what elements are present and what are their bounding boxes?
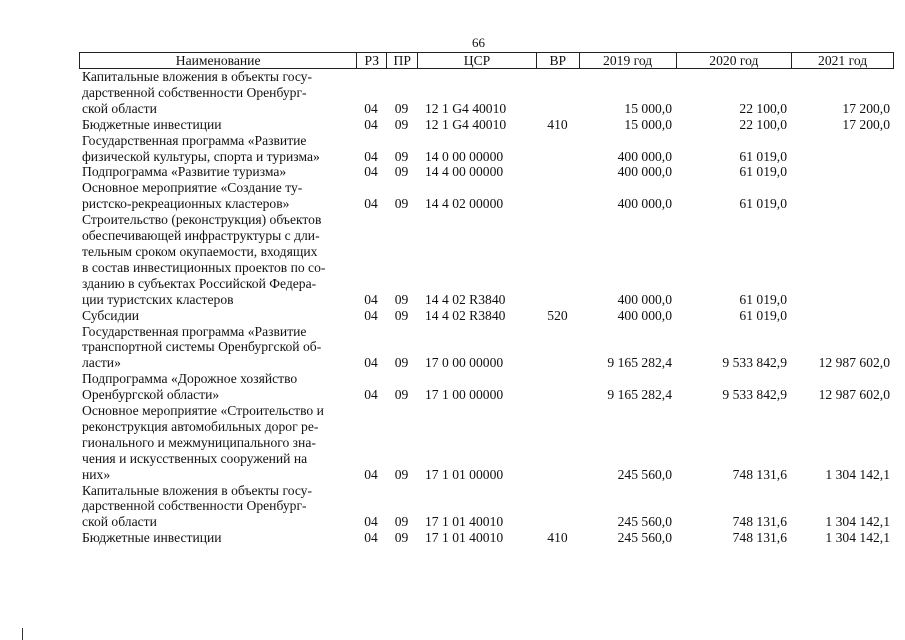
header-pr: ПР	[386, 53, 417, 68]
row-name-line: дарственной собственности Оренбург-	[82, 84, 307, 100]
row-name	[79, 308, 356, 324]
cell-y2021: 1 304 142,1	[825, 530, 890, 546]
cell-y2019: 400 000,0	[617, 164, 672, 180]
cell-pr: 09	[394, 514, 409, 530]
row-name-line: ской области	[82, 100, 157, 116]
row-name	[79, 180, 356, 212]
cell-csr: 14 4 02 R3840	[425, 291, 506, 307]
row-name-line: тельным сроком окупаемости, входящих	[82, 243, 318, 259]
cell-vr: 520	[547, 307, 568, 323]
cell-y2020: 9 533 842,9	[722, 355, 787, 371]
table-row	[79, 483, 894, 531]
table-body	[79, 69, 894, 546]
cell-pr: 09	[394, 164, 409, 180]
row-name-line: них»	[82, 466, 111, 482]
cell-csr: 17 1 01 40010	[425, 530, 504, 546]
row-name	[79, 117, 356, 133]
table-row	[79, 117, 894, 133]
cell-csr: 17 1 01 00000	[425, 466, 504, 482]
table-row	[79, 530, 894, 546]
cell-csr: 14 4 02 R3840	[425, 307, 506, 323]
cell-rz: 04	[364, 355, 378, 371]
cell-y2020: 748 131,6	[732, 514, 787, 530]
row-name	[79, 164, 356, 180]
cell-y2019: 245 560,0	[617, 530, 672, 546]
margin-mark	[22, 628, 23, 640]
cell-y2020: 61 019,0	[739, 291, 787, 307]
cell-rz: 04	[364, 291, 378, 307]
header-rz: РЗ	[356, 53, 386, 68]
row-name-line: Подпрограмма «Развитие туризма»	[82, 164, 287, 180]
cell-y2021: 1 304 142,1	[825, 514, 890, 530]
cell-rz: 04	[364, 307, 378, 323]
row-name-line: Субсидии	[82, 307, 140, 323]
cell-y2021: 12 987 602,0	[818, 355, 890, 371]
cell-rz: 04	[364, 196, 378, 212]
row-name-line: Подпрограмма «Дорожное хозяйство	[82, 371, 298, 387]
cell-y2020: 22 100,0	[739, 116, 787, 132]
row-name	[79, 530, 356, 546]
cell-y2019: 400 000,0	[617, 307, 672, 323]
row-name	[79, 403, 356, 483]
cell-rz: 04	[364, 164, 378, 180]
cell-y2020: 9 533 842,9	[722, 387, 787, 403]
cell-y2020: 61 019,0	[739, 196, 787, 212]
cell-csr: 12 1 G4 40010	[425, 116, 507, 132]
cell-csr: 14 0 00 00000	[425, 148, 504, 164]
row-name-line: Государственная программа «Развитие	[82, 132, 307, 148]
row-name-line: Государственная программа «Развитие	[82, 323, 307, 339]
cell-rz: 04	[364, 116, 378, 132]
cell-y2021: 1 304 142,1	[825, 466, 890, 482]
cell-pr: 09	[394, 530, 409, 546]
header-2020: 2020 год	[676, 53, 792, 68]
cell-y2020: 61 019,0	[739, 148, 787, 164]
budget-table	[79, 52, 894, 546]
row-name-line: ции туристских кластеров	[82, 291, 234, 307]
cell-y2020: 61 019,0	[739, 307, 787, 323]
cell-csr: 17 1 00 00000	[425, 387, 504, 403]
row-name-line: реконструкция автомобильных дорог ре-	[82, 418, 319, 434]
row-name	[79, 69, 356, 117]
cell-csr: 14 4 00 00000	[425, 164, 504, 180]
row-name-line: дарственной собственности Оренбург-	[82, 498, 307, 514]
row-name	[79, 483, 356, 531]
row-name-line: Основное мероприятие «Создание ту-	[82, 180, 303, 196]
cell-csr: 14 4 02 00000	[425, 196, 504, 212]
row-name-line: Капитальные вложения в объекты госу-	[82, 69, 313, 84]
cell-pr: 09	[394, 116, 409, 132]
cell-pr: 09	[394, 355, 409, 371]
row-name-line: Основное мероприятие «Строительство и	[82, 403, 324, 419]
cell-y2019: 245 560,0	[617, 466, 672, 482]
table-row	[79, 308, 894, 324]
table-row	[79, 164, 894, 180]
cell-rz: 04	[364, 530, 378, 546]
header-2021: 2021 год	[791, 53, 893, 68]
cell-rz: 04	[364, 387, 378, 403]
cell-y2021: 17 200,0	[842, 100, 890, 116]
row-name-line: физической культуры, спорта и туризма»	[82, 148, 320, 164]
table-row	[79, 180, 894, 212]
cell-y2020: 22 100,0	[739, 100, 787, 116]
header-csr: ЦСР	[417, 53, 536, 68]
row-name-line: Капитальные вложения в объекты госу-	[82, 482, 313, 498]
cell-y2021: 12 987 602,0	[818, 387, 890, 403]
cell-rz: 04	[364, 514, 378, 530]
table-header	[79, 52, 894, 69]
row-name	[79, 371, 356, 403]
cell-y2020: 748 131,6	[732, 530, 787, 546]
cell-y2020: 748 131,6	[732, 466, 787, 482]
table-row	[79, 371, 894, 403]
row-name-line: чения и искусственных сооружений на	[82, 450, 308, 466]
row-name-line: ской области	[82, 514, 157, 530]
row-name-line: Бюджетные инвестиции	[82, 530, 222, 546]
cell-pr: 09	[394, 148, 409, 164]
cell-rz: 04	[364, 466, 378, 482]
row-name	[79, 133, 356, 165]
row-name-line: Бюджетные инвестиции	[82, 116, 222, 132]
cell-pr: 09	[394, 387, 409, 403]
row-name-line: транспортной системы Оренбургской об-	[82, 339, 322, 355]
cell-rz: 04	[364, 100, 378, 116]
cell-y2019: 245 560,0	[617, 514, 672, 530]
cell-pr: 09	[394, 196, 409, 212]
row-name-line: Строительство (реконструкция) объектов	[82, 212, 322, 228]
row-name-line: обеспечивающей инфраструктуры с дли-	[82, 228, 320, 244]
table-row	[79, 69, 894, 117]
row-name	[79, 324, 356, 372]
table-row	[79, 133, 894, 165]
row-name-line: гионального и межмуниципального зна-	[82, 434, 316, 450]
cell-pr: 09	[394, 307, 409, 323]
row-name-line: зданию в субъектах Российской Федера-	[82, 275, 317, 291]
row-name-line: ристско-рекреационных кластеров»	[82, 196, 290, 212]
cell-y2019: 400 000,0	[617, 196, 672, 212]
page-number: 66	[472, 35, 485, 50]
cell-y2019: 15 000,0	[624, 100, 672, 116]
header-2019: 2019 год	[579, 53, 676, 68]
cell-vr: 410	[547, 116, 568, 132]
row-name-line: ласти»	[82, 355, 121, 371]
row-name-line: в состав инвестиционных проектов по со-	[82, 259, 326, 275]
table-row	[79, 403, 894, 483]
row-name	[79, 212, 356, 307]
table-row	[79, 324, 894, 372]
cell-y2021: 17 200,0	[842, 116, 890, 132]
cell-csr: 17 1 01 40010	[425, 514, 504, 530]
row-name-line: Оренбургской области»	[82, 387, 220, 403]
header-name: Наименование	[175, 53, 261, 68]
table-row	[79, 212, 894, 307]
cell-pr: 09	[394, 466, 409, 482]
cell-y2019: 9 165 282,4	[607, 355, 672, 371]
cell-csr: 17 0 00 00000	[425, 355, 504, 371]
cell-y2019: 400 000,0	[617, 148, 672, 164]
cell-csr: 12 1 G4 40010	[425, 100, 507, 116]
cell-pr: 09	[394, 100, 409, 116]
cell-y2019: 15 000,0	[624, 116, 672, 132]
cell-y2019: 9 165 282,4	[607, 387, 672, 403]
header-vr: ВР	[536, 53, 579, 68]
cell-y2019: 400 000,0	[617, 291, 672, 307]
cell-y2020: 61 019,0	[739, 164, 787, 180]
cell-rz: 04	[364, 148, 378, 164]
cell-vr: 410	[547, 530, 568, 546]
cell-pr: 09	[394, 291, 409, 307]
